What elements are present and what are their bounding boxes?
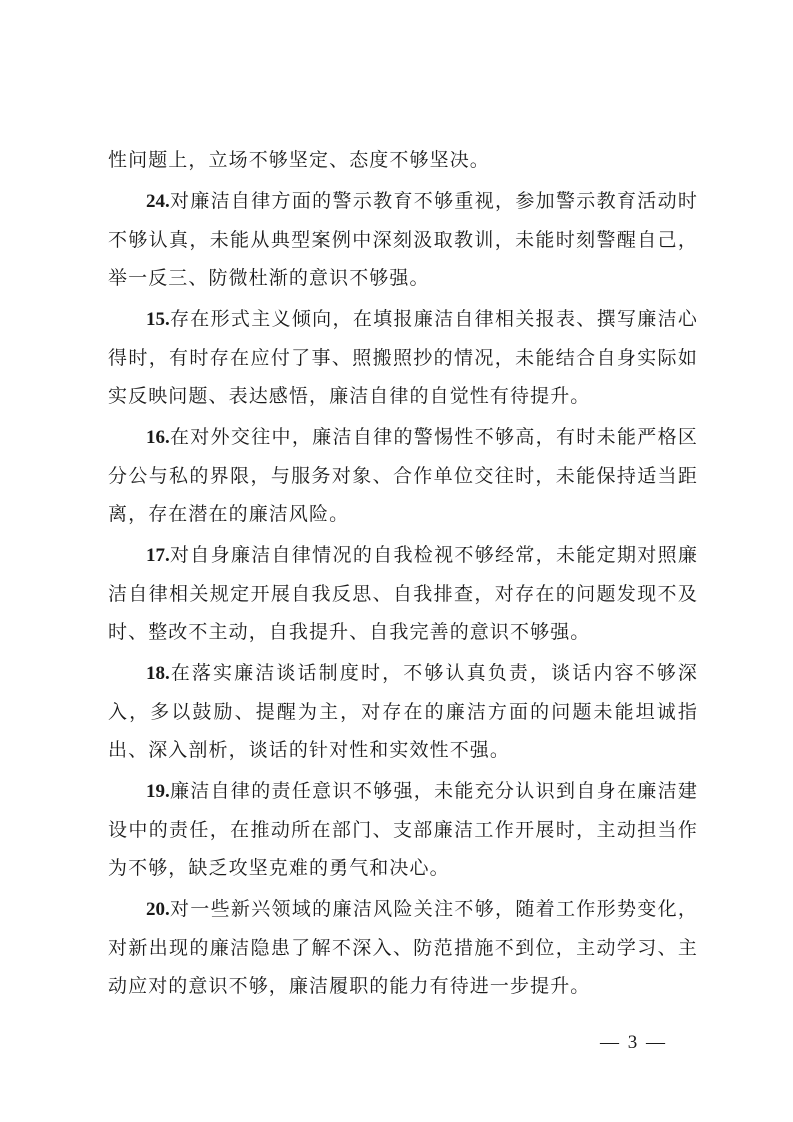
list-item — [108, 536, 698, 651]
item-number: 18. — [146, 663, 170, 684]
list-item — [108, 300, 698, 415]
item-number: 16. — [146, 427, 170, 448]
item-number: 19. — [146, 781, 170, 802]
item-number: 20. — [146, 899, 170, 920]
item-text: 对自身廉洁自律情况的自我检视不够经常，未能定期对照廉洁自律相关规定开展自我反思、自我排查，对存在的问题发现不及时、整改不主动，自我提升、自我完善的意识不够强。 — [108, 544, 698, 643]
list-item — [108, 890, 698, 1005]
list-item — [108, 182, 698, 297]
list-item — [108, 418, 698, 533]
document-body — [108, 141, 698, 1008]
item-text: 存在形式主义倾向，在填报廉洁自律相关报表、撰写廉洁心得时，有时存在应付了事、照搬照抄的情况，未能结合自身实际如实反映问题、表达感悟，廉洁自律的自觉性有待提升。 — [108, 308, 698, 407]
list-item — [108, 772, 698, 887]
item-text: 在落实廉洁谈话制度时，不够认真负责，谈话内容不够深入，多以鼓励、提醒为主，对存在的廉洁方面的问题未能坦诚指出、深入剖析，谈话的针对性和实效性不强。 — [108, 662, 698, 761]
item-text: 对一些新兴领域的廉洁风险关注不够，随着工作形势变化，对新出现的廉洁隐患了解不深入、防范措施不到位，主动学习、主动应对的意识不够，廉洁履职的能力有待进一步提升。 — [108, 898, 698, 997]
list-item — [108, 654, 698, 769]
page-number: — 3 — — [600, 1032, 667, 1053]
item-number: 24. — [146, 191, 170, 212]
continuation-paragraph: 性问题上，立场不够坚定、态度不够坚决。 — [108, 149, 490, 171]
item-text: 对廉洁自律方面的警示教育不够重视，参加警示教育活动时不够认真，未能从典型案例中深刻汲取教训，未能时刻警醒自己，举一反三、防微杜渐的意识不够强。 — [108, 190, 698, 289]
item-text: 在对外交往中，廉洁自律的警惕性不够高，有时未能严格区分公与私的界限，与服务对象、合作单位交往时，未能保持适当距离，存在潜在的廉洁风险。 — [108, 426, 698, 525]
item-number: 15. — [146, 309, 170, 330]
item-number: 17. — [146, 545, 170, 566]
item-text: 廉洁自律的责任意识不够强，未能充分认识到自身在廉洁建设中的责任，在推动所在部门、支部廉洁工作开展时，主动担当作为不够，缺乏攻坚克难的勇气和决心。 — [108, 780, 698, 879]
